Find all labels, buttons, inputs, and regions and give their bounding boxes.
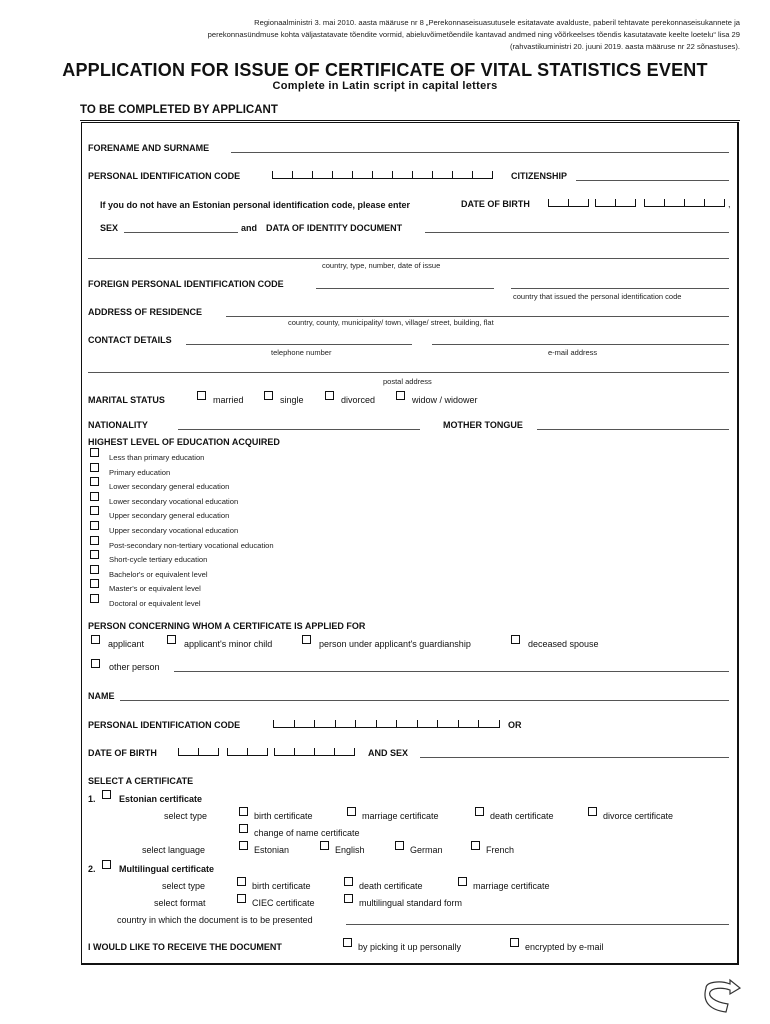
mother-tongue-label: MOTHER TONGUE: [443, 420, 523, 430]
foreign-code-hint: country that issued the personal identification code: [513, 292, 682, 301]
mother-tongue-field[interactable]: [537, 429, 729, 430]
education-checkbox-9[interactable]: [90, 565, 99, 574]
country-presented-field[interactable]: [346, 924, 729, 925]
address-hint: country, county, municipality/ town, village/ street, building, flat: [288, 318, 494, 327]
format-ciec-checkbox[interactable]: [237, 894, 246, 903]
dob-month-cells[interactable]: [595, 199, 636, 207]
multilingual-cert-number: 2.: [88, 864, 96, 874]
identity-document-field-2[interactable]: [88, 258, 729, 259]
education-checkbox-1[interactable]: [90, 448, 99, 457]
nationality-label: NATIONALITY: [88, 420, 148, 430]
person-dob-month-cells[interactable]: [227, 748, 268, 756]
multi-birth-checkbox[interactable]: [237, 877, 246, 886]
education-label-10: Master's or equivalent level: [109, 584, 201, 593]
person-applicant-label: applicant: [108, 639, 145, 649]
identity-document-field[interactable]: [425, 232, 729, 233]
section-divider: [80, 120, 740, 121]
dob-comma: ,: [728, 199, 731, 209]
education-label-4: Lower secondary vocational education: [109, 497, 239, 506]
education-label-2: Primary education: [109, 468, 171, 477]
multilingual-cert-checkbox[interactable]: [102, 860, 111, 869]
citizenship-field[interactable]: [576, 180, 729, 181]
divorced-label: divorced: [341, 395, 376, 405]
sex-label: SEX: [100, 223, 119, 233]
estonian-cert-label: Estonian certificate: [119, 794, 203, 804]
person-minor-child-label: applicant's minor child: [184, 639, 273, 649]
receive-email-label: encrypted by e-mail: [525, 942, 604, 952]
education-checkbox-3[interactable]: [90, 477, 99, 486]
education-label-5: Upper secondary general education: [109, 511, 230, 520]
section-title: TO BE COMPLETED BY APPLICANT: [80, 104, 278, 116]
person-and-sex-label: AND SEX: [368, 748, 409, 758]
forename-surname-field[interactable]: [231, 152, 729, 153]
married-label: married: [213, 395, 244, 405]
format-ciec-label: CIEC certificate: [252, 898, 315, 908]
no-code-note: If you do not have an Estonian personal identification code, please enter: [100, 200, 411, 210]
education-checkbox-2[interactable]: [90, 463, 99, 472]
foreign-code-country-field[interactable]: [511, 288, 729, 289]
widow-label: widow / widower: [412, 395, 478, 405]
sex-field[interactable]: [124, 232, 238, 233]
multi-death-label: death certificate: [359, 881, 423, 891]
person-title: PERSON CONCERNING WHOM A CERTIFICATE IS APPLIED FOR: [88, 621, 366, 631]
est-death-label: death certificate: [490, 811, 554, 821]
divorced-checkbox[interactable]: [325, 391, 334, 400]
form-title: APPLICATION FOR ISSUE OF CERTIFICATE OF VITAL STATISTICS EVENT: [62, 60, 708, 80]
phone-hint: telephone number: [271, 348, 332, 357]
regulation-header-line-2: perekonnasündmuse kohta väljastatavate tõendite vormid, abieluvõimetõendile kantavad andmed ning võõrkeelses tõendis kasutatavate keelte loetelu“ lisa 29: [207, 30, 740, 39]
receive-label: I WOULD LIKE TO RECEIVE THE DOCUMENT: [88, 942, 282, 952]
person-sex-field[interactable]: [420, 757, 729, 758]
lang-english-checkbox[interactable]: [320, 841, 329, 850]
est-change-name-checkbox[interactable]: [239, 824, 248, 833]
postal-address-field[interactable]: [88, 372, 729, 373]
lang-english-label: English: [335, 845, 365, 855]
est-birth-checkbox[interactable]: [239, 807, 248, 816]
format-multilingual-label: multilingual standard form: [359, 898, 463, 908]
format-multilingual-checkbox[interactable]: [344, 894, 353, 903]
lang-french-label: French: [486, 845, 515, 855]
multi-death-checkbox[interactable]: [344, 877, 353, 886]
nationality-field[interactable]: [178, 429, 420, 430]
person-guardianship-label: person under applicant's guardianship: [319, 639, 471, 649]
education-title: HIGHEST LEVEL OF EDUCATION ACQUIRED: [88, 437, 280, 447]
multi-marriage-label: marriage certificate: [473, 881, 550, 891]
receive-pickup-label: by picking it up personally: [358, 942, 462, 952]
person-applicant-checkbox[interactable]: [91, 635, 100, 644]
education-checkbox-7[interactable]: [90, 536, 99, 545]
email-hint: e-mail address: [548, 348, 598, 357]
education-label-3: Lower secondary general education: [109, 482, 230, 491]
person-other-field[interactable]: [174, 671, 729, 672]
education-checkbox-6[interactable]: [90, 521, 99, 530]
person-dob-label: DATE OF BIRTH: [88, 748, 157, 758]
education-checkbox-11[interactable]: [90, 594, 99, 603]
select-language-label: select language: [142, 845, 206, 855]
certificate-title: SELECT A CERTIFICATE: [88, 776, 194, 786]
person-other-checkbox[interactable]: [91, 659, 100, 668]
est-divorce-label: divorce certificate: [603, 811, 674, 821]
education-checkbox-10[interactable]: [90, 579, 99, 588]
education-label-11: Doctoral or equivalent level: [109, 599, 201, 608]
lang-estonian-checkbox[interactable]: [239, 841, 248, 850]
citizenship-label: CITIZENSHIP: [511, 171, 568, 181]
phone-field[interactable]: [186, 344, 412, 345]
education-checkbox-5[interactable]: [90, 506, 99, 515]
dob-label: DATE OF BIRTH: [461, 199, 530, 209]
multi-birth-label: birth certificate: [252, 881, 311, 891]
receive-pickup-checkbox[interactable]: [343, 938, 352, 947]
identity-hint: country, type, number, date of issue: [322, 261, 441, 270]
education-checkbox-8[interactable]: [90, 550, 99, 559]
marital-status-label: MARITAL STATUS: [88, 395, 165, 405]
single-checkbox[interactable]: [264, 391, 273, 400]
est-birth-label: birth certificate: [254, 811, 313, 821]
foreign-code-field[interactable]: [316, 288, 494, 289]
est-marriage-checkbox[interactable]: [347, 807, 356, 816]
personal-code-label: PERSONAL IDENTIFICATION CODE: [88, 171, 241, 181]
married-checkbox[interactable]: [197, 391, 206, 400]
person-or-label: OR: [508, 720, 522, 730]
postal-hint: postal address: [383, 377, 432, 386]
select-format-label: select format: [154, 898, 206, 908]
person-name-label: NAME: [88, 691, 115, 701]
education-label-7: Post-secondary non-tertiary vocational education: [109, 541, 274, 550]
person-guardianship-checkbox[interactable]: [302, 635, 311, 644]
person-other-label: other person: [109, 662, 160, 672]
est-change-name-label: change of name certificate: [254, 828, 360, 838]
form-subtitle: Complete in Latin script in capital letters: [272, 80, 498, 92]
person-name-field[interactable]: [120, 700, 729, 701]
regulation-header-line-1: Regionaalministri 3. mai 2010. aasta määruse nr 8 „Perekonnaseisuasutusele esitatavate avalduste, paberil tehtavate perekonnaseisukannete ja: [254, 18, 740, 27]
address-field[interactable]: [226, 316, 729, 317]
estonian-cert-checkbox[interactable]: [102, 790, 111, 799]
est-divorce-checkbox[interactable]: [588, 807, 597, 816]
estonian-cert-number: 1.: [88, 794, 96, 804]
identity-document-label: DATA OF IDENTITY DOCUMENT: [266, 223, 403, 233]
and-text: and: [241, 223, 258, 233]
education-label-1: Less than primary education: [109, 453, 205, 462]
lang-french-checkbox[interactable]: [471, 841, 480, 850]
person-deceased-spouse-label: deceased spouse: [528, 639, 599, 649]
dob-day-cells[interactable]: [548, 199, 589, 207]
person-deceased-spouse-checkbox[interactable]: [511, 635, 520, 644]
lang-german-label: German: [410, 845, 443, 855]
est-marriage-label: marriage certificate: [362, 811, 439, 821]
regulation-header-line-3: (rahvastikuministri 20. juuni 2019. aasta määruse nr 22 sõnastuses).: [509, 42, 740, 51]
single-label: single: [280, 395, 304, 405]
person-dob-day-cells[interactable]: [178, 748, 219, 756]
contact-label: CONTACT DETAILS: [88, 335, 172, 345]
forename-surname-label: FORENAME AND SURNAME: [88, 143, 210, 153]
address-label: ADDRESS OF RESIDENCE: [88, 307, 203, 317]
person-minor-child-checkbox[interactable]: [167, 635, 176, 644]
education-label-9: Bachelor's or equivalent level: [109, 570, 208, 579]
country-presented-label: country in which the document is to be presented: [117, 915, 313, 925]
education-label-6: Upper secondary vocational education: [109, 526, 239, 535]
page-turn-arrow-icon[interactable]: [700, 978, 744, 1016]
education-checkbox-4[interactable]: [90, 492, 99, 501]
person-code-cells[interactable]: [273, 720, 500, 728]
est-death-checkbox[interactable]: [475, 807, 484, 816]
foreign-code-label: FOREIGN PERSONAL IDENTIFICATION CODE: [88, 279, 284, 289]
est-select-type-label: select type: [164, 811, 208, 821]
lang-german-checkbox[interactable]: [395, 841, 404, 850]
multilingual-cert-label: Multilingual certificate: [119, 864, 215, 874]
receive-email-checkbox[interactable]: [510, 938, 519, 947]
dob-year-cells[interactable]: [644, 199, 725, 207]
lang-estonian-label: Estonian: [254, 845, 290, 855]
education-label-8: Short-cycle tertiary education: [109, 555, 208, 564]
multi-marriage-checkbox[interactable]: [458, 877, 467, 886]
widow-checkbox[interactable]: [396, 391, 405, 400]
email-field[interactable]: [432, 344, 729, 345]
personal-code-cells[interactable]: [272, 171, 493, 179]
person-dob-year-cells[interactable]: [274, 748, 355, 756]
person-code-label: PERSONAL IDENTIFICATION CODE: [88, 720, 241, 730]
multi-select-type-label: select type: [162, 881, 206, 891]
